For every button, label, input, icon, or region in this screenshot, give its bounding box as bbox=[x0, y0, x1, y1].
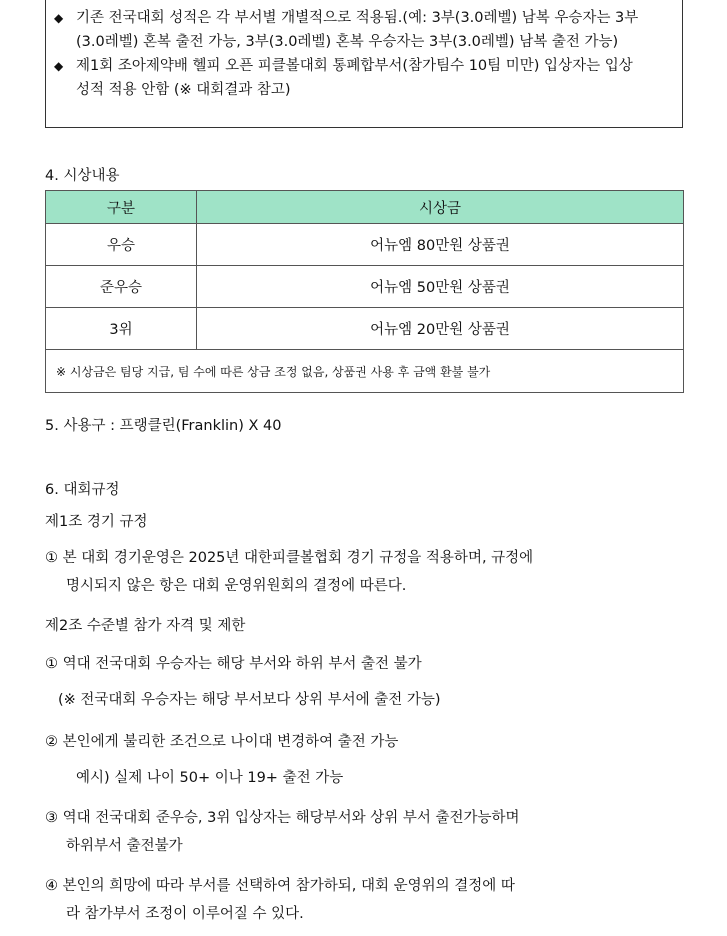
diamond-bullet-icon: ◆ bbox=[54, 11, 64, 25]
table-header-row bbox=[46, 191, 684, 224]
rule-line: ① 역대 전국대회 우승자는 해당 부서와 하위 부서 출전 불가 bbox=[45, 656, 422, 672]
rule-note: 예시) 실제 나이 50+ 이나 19+ 출전 가능 bbox=[76, 770, 344, 786]
rule-line: ② 본인에게 불리한 조건으로 나이대 변경하여 출전 가능 bbox=[45, 734, 399, 750]
rule-line: ④ 본인의 희망에 따라 부서를 선택하여 참가하되, 대회 운영위의 결정에 따 bbox=[45, 878, 515, 894]
article-title: 제1조 경기 규정 bbox=[45, 514, 148, 530]
note-item bbox=[54, 54, 672, 102]
prize-cell: 어뉴엠 50만원 상품권 bbox=[197, 266, 684, 308]
rank-cell: 준우승 bbox=[46, 266, 197, 308]
table-header-cell: 시상금 bbox=[197, 191, 684, 224]
rule-line: ③ 역대 전국대회 준우승, 3위 입상자는 해당부서와 상위 부서 출전가능하며 bbox=[45, 810, 520, 826]
prize-table bbox=[45, 190, 684, 393]
section-title-awards: 4. 시상내용 bbox=[45, 168, 120, 184]
table-footnote: ※ 시상금은 팀당 지급, 팀 수에 따른 상금 조정 없음, 상품권 사용 후 금액 환불 불가 bbox=[46, 350, 684, 393]
prize-cell: 어뉴엠 20만원 상품권 bbox=[197, 308, 684, 350]
section-title-rules: 6. 대회규정 bbox=[45, 482, 120, 498]
table-row bbox=[46, 266, 684, 308]
table-header-cell: 구분 bbox=[46, 191, 197, 224]
table-row bbox=[46, 308, 684, 350]
note-item bbox=[54, 6, 672, 54]
rule-line: 하위부서 출전불가 bbox=[66, 838, 183, 854]
article-title: 제2조 수준별 참가 자격 및 제한 bbox=[45, 618, 246, 634]
prize-cell: 어뉴엠 80만원 상품권 bbox=[197, 224, 684, 266]
note-line: 성적 적용 안함 (※ 대회결과 참고) bbox=[76, 82, 291, 98]
note-line: 제1회 조아제약배 헬피 오픈 피클볼대회 통폐합부서(참가팀수 10팀 미만) 입상자는 입상 bbox=[76, 58, 633, 74]
rank-cell: 3위 bbox=[46, 308, 197, 350]
diamond-bullet-icon: ◆ bbox=[54, 59, 64, 73]
rule-line: 라 참가부서 조정이 이루어질 수 있다. bbox=[66, 906, 304, 922]
rule-note: (※ 전국대회 우승자는 해당 부서보다 상위 부서에 출전 가능) bbox=[58, 692, 441, 708]
table-row bbox=[46, 224, 684, 266]
notes-box bbox=[45, 0, 683, 128]
note-line: 기존 전국대회 성적은 각 부서별 개별적으로 적용됨.(예: 3부(3.0레벨) 남복 우승자는 3부 bbox=[76, 10, 639, 26]
rule-line: ① 본 대회 경기운영은 2025년 대한피클볼협회 경기 규정을 적용하며, 규정에 bbox=[45, 550, 534, 566]
note-line: (3.0레벨) 혼복 출전 가능, 3부(3.0레벨) 혼복 우승자는 3부(3.0레벨) 남복 출전 가능) bbox=[76, 34, 619, 50]
rule-line: 명시되지 않은 항은 대회 운영위원회의 결정에 따른다. bbox=[66, 578, 407, 594]
section-title-ball: 5. 사용구 : 프랭클린(Franklin) X 40 bbox=[45, 418, 282, 434]
rank-cell: 우승 bbox=[46, 224, 197, 266]
table-footnote-row bbox=[46, 350, 684, 393]
